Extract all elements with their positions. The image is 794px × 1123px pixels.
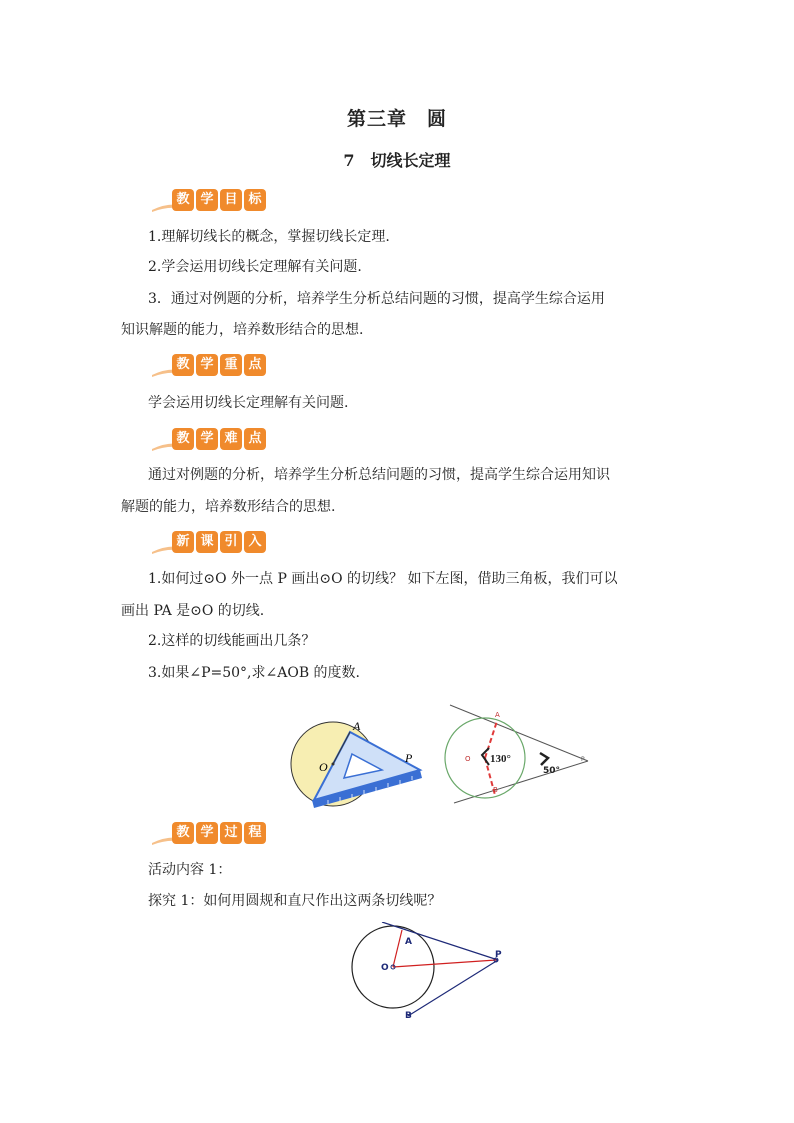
p-angle-label: 50°: [543, 766, 561, 776]
intro-question-1-line-1: 1.如何过⊙O 外一点 P 画出⊙O 的切线？ 如下左图，借助三角板，我们可以: [148, 571, 618, 587]
tag-char: 过: [220, 822, 242, 844]
tag-process: [152, 821, 260, 847]
center-angle-label: 130°: [490, 753, 511, 765]
point-label-p: P: [581, 756, 585, 763]
tag-difficulties: [152, 427, 260, 453]
tag-char: 难: [220, 428, 242, 450]
tag-char: 新: [172, 531, 194, 553]
tag-char: 教: [172, 189, 194, 211]
chapter-title: 第三章 圆: [346, 108, 447, 130]
tag-char: 教: [172, 822, 194, 844]
intro-question-3: 3.如果∠P=50°,求∠AOB 的度数.: [148, 665, 361, 681]
point-label-p: P: [495, 950, 502, 960]
point-label-p: P: [405, 751, 413, 765]
tangent-angle-figure: [440, 703, 595, 805]
tag-char: 点: [244, 428, 266, 450]
objective-item-2: 2.学会运用切线长定理解有关问题.: [148, 259, 362, 275]
difficulties-line-2: 解题的能力，培养数形结合的思想.: [121, 499, 336, 515]
point-label-b: B: [493, 786, 498, 794]
point-label-a: A: [495, 711, 500, 719]
tag-char: 引: [220, 531, 242, 553]
tag-char: 标: [244, 189, 266, 211]
difficulties-line-1: 通过对例题的分析，培养学生分析总结问题的习惯，提高学生综合运用知识: [148, 467, 610, 483]
section-title: 7 切线长定理: [343, 151, 451, 170]
intro-question-2: 2.这样的切线能画出几条？: [148, 633, 316, 649]
tag-char: 学: [196, 354, 218, 376]
tag-char: 重: [220, 354, 242, 376]
tag-char: 教: [172, 428, 194, 450]
objective-item-3-line-2: 知识解题的能力，培养数形结合的思想.: [121, 322, 364, 338]
tag-char: 学: [196, 822, 218, 844]
triangle-ruler-figure: [288, 716, 430, 814]
point-label-o: O: [381, 963, 389, 973]
intro-question-1-line-2: 画出 PA 是⊙O 的切线.: [121, 603, 265, 619]
tag-char: 点: [244, 354, 266, 376]
objective-item-1: 1.理解切线长的概念，掌握切线长定理.: [148, 229, 390, 245]
compass-construction-figure: [340, 922, 510, 1022]
tag-char: 学: [196, 428, 218, 450]
tag-char: 教: [172, 354, 194, 376]
tag-objectives: [152, 188, 260, 214]
point-label-a: A: [405, 937, 412, 947]
point-label-o: O: [319, 760, 328, 774]
tag-char: 学: [196, 189, 218, 211]
point-label-a: A: [353, 719, 361, 733]
activity-label: 活动内容 1：: [148, 862, 232, 878]
tag-char: 入: [244, 531, 266, 553]
point-label-o: O: [465, 755, 471, 763]
tag-intro: [152, 530, 260, 556]
tag-char: 课: [196, 531, 218, 553]
tag-key-points: [152, 353, 260, 379]
objective-item-3-line-1: 3．通过对例题的分析，培养学生分析总结问题的习惯，提高学生综合运用: [148, 291, 605, 307]
explore-question: 探究 1：如何用圆规和直尺作出这两条切线呢？: [148, 893, 442, 909]
point-label-b: B: [405, 1011, 412, 1021]
key-points-text: 学会运用切线长定理解有关问题.: [148, 395, 349, 411]
tag-char: 目: [220, 189, 242, 211]
tag-char: 程: [244, 822, 266, 844]
